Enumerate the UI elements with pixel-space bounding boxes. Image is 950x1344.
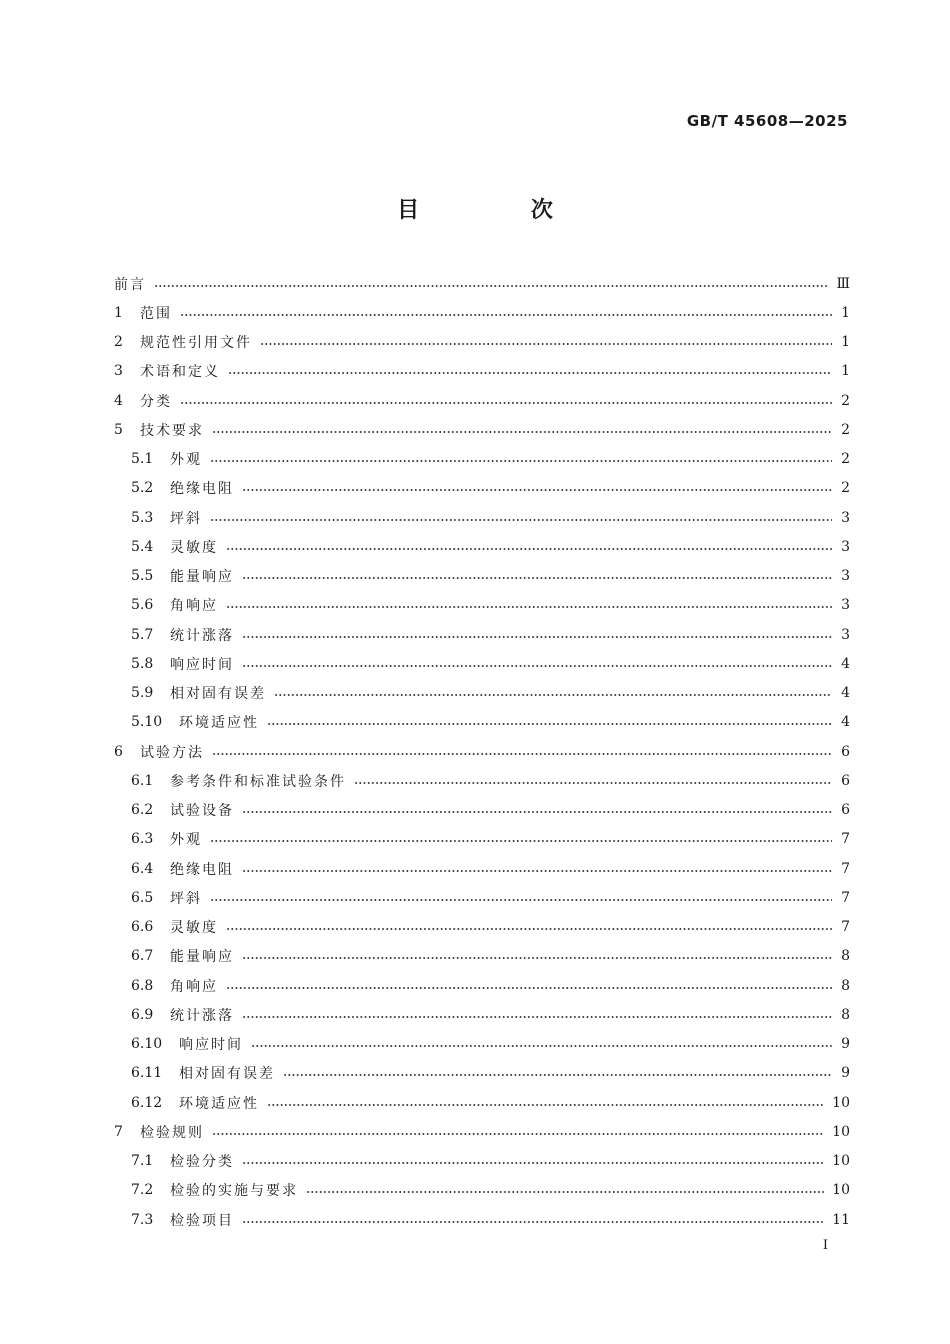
toc-entry-number: 3	[114, 363, 123, 380]
toc-entry-label: 坪斜	[170, 890, 202, 907]
toc-entry-number: 6	[114, 743, 123, 760]
toc-entry[interactable]	[114, 532, 850, 561]
dot-leader	[226, 928, 832, 930]
dot-leader	[242, 665, 832, 667]
toc-entry[interactable]	[114, 708, 850, 737]
toc-entry-label: 检验规则	[140, 1124, 204, 1141]
dot-leader	[212, 431, 832, 433]
dot-leader	[267, 723, 832, 725]
toc-entry-page: 3	[841, 538, 850, 555]
dot-leader	[242, 1016, 832, 1018]
toc-entry-label: 前言	[114, 276, 146, 293]
toc-entry-label: 灵敏度	[170, 539, 218, 556]
toc-entry[interactable]	[114, 679, 850, 708]
toc-entry-label: 试验设备	[170, 803, 234, 820]
toc-entry[interactable]	[114, 357, 850, 386]
toc-entry-page: 10	[832, 1182, 850, 1199]
toc-entry-page: 9	[841, 1036, 850, 1053]
dot-leader	[228, 372, 832, 374]
page-number: I	[822, 1238, 828, 1253]
toc-entry-label: 检验项目	[170, 1212, 234, 1229]
toc-entry[interactable]	[114, 1117, 850, 1146]
toc-entry-label: 统计涨落	[170, 627, 234, 644]
toc-entry[interactable]	[114, 942, 850, 971]
toc-entry-page: 10	[832, 1094, 850, 1111]
toc-entry-page: 1	[841, 334, 850, 351]
toc-entry-page: 10	[832, 1123, 850, 1140]
toc-entry-number: 6.2	[131, 802, 154, 819]
toc-entry-number: 5	[114, 421, 123, 438]
toc-entry-label: 角响应	[170, 598, 218, 615]
toc-entry[interactable]	[114, 415, 850, 444]
dot-leader	[210, 840, 832, 842]
toc-entry[interactable]	[114, 1030, 850, 1059]
dot-leader	[210, 519, 832, 521]
toc-entry[interactable]	[114, 766, 850, 795]
toc-entry-page: 11	[832, 1211, 850, 1228]
dot-leader	[267, 1104, 824, 1106]
toc-entry-label: 技术要求	[140, 422, 204, 439]
toc-entry-page: 4	[841, 714, 850, 731]
toc-entry[interactable]	[114, 1147, 850, 1176]
dot-leader	[242, 636, 832, 638]
toc-entry[interactable]	[114, 591, 850, 620]
toc-entry-number: 6.3	[131, 831, 154, 848]
toc-entry-page: 10	[832, 1153, 850, 1170]
toc-entry-number: 7.3	[131, 1211, 154, 1228]
toc-entry[interactable]	[114, 503, 850, 532]
dot-leader	[212, 753, 832, 755]
toc-entry-number: 5.9	[131, 685, 154, 702]
dot-leader	[226, 606, 832, 608]
standard-code: GB/T 45608—2025	[686, 112, 848, 130]
toc-entry-number: 7.1	[131, 1153, 154, 1170]
toc-entry-page: 6	[841, 802, 850, 819]
toc-entry[interactable]	[114, 445, 850, 474]
toc-entry[interactable]	[114, 269, 850, 298]
toc-entry-label: 能量响应	[170, 949, 234, 966]
dot-leader	[283, 1074, 832, 1076]
toc-entry-number: 6.1	[131, 772, 154, 789]
toc-entry-page: 2	[841, 392, 850, 409]
toc-entry-label: 坪斜	[170, 510, 202, 527]
toc-entry-page: 1	[841, 304, 850, 321]
toc-entry-label: 试验方法	[140, 744, 204, 761]
toc-entry-number: 6.4	[131, 860, 154, 877]
toc-entry-number: 6.6	[131, 919, 154, 936]
toc-entry[interactable]	[114, 1059, 850, 1088]
toc-entry[interactable]	[114, 796, 850, 825]
toc-entry-number: 5.1	[131, 451, 154, 468]
toc-entry-label: 外观	[170, 452, 202, 469]
toc-entry-page: 2	[841, 451, 850, 468]
dot-leader	[210, 899, 832, 901]
dot-leader	[251, 1045, 832, 1047]
toc-entry-number: 7.2	[131, 1182, 154, 1199]
toc-entry[interactable]	[114, 913, 850, 942]
toc-entry-page: 4	[841, 655, 850, 672]
toc-entry-label: 分类	[140, 393, 172, 410]
toc-entry-number: 6.7	[131, 948, 154, 965]
toc-entry-page: 4	[841, 685, 850, 702]
toc-entry-page: 3	[841, 509, 850, 526]
page-title: 目 次	[397, 198, 605, 223]
toc-entry-page: Ⅲ	[836, 275, 850, 292]
toc-entry[interactable]	[114, 386, 850, 415]
toc-entry-page: 2	[841, 480, 850, 497]
toc-entry-label: 规范性引用文件	[140, 335, 252, 352]
toc-entry-page: 8	[841, 948, 850, 965]
dot-leader	[180, 402, 832, 404]
toc-entry-number: 7	[114, 1123, 123, 1140]
toc-entry-label: 灵敏度	[170, 920, 218, 937]
dot-leader	[154, 285, 828, 287]
toc-entry[interactable]	[114, 971, 850, 1000]
toc-entry-page: 2	[841, 421, 850, 438]
toc-entry-label: 响应时间	[170, 656, 234, 673]
toc-entry-number: 6.12	[131, 1094, 163, 1111]
toc-entry-label: 外观	[170, 832, 202, 849]
dot-leader	[260, 343, 832, 345]
toc-entry[interactable]	[114, 825, 850, 854]
toc-entry-number: 5.7	[131, 626, 154, 643]
toc-entry[interactable]	[114, 298, 850, 327]
dot-leader	[242, 1221, 824, 1223]
dot-leader	[226, 987, 832, 989]
toc-entry-label: 能量响应	[170, 569, 234, 586]
toc-entry[interactable]	[114, 854, 850, 883]
dot-leader	[354, 782, 832, 784]
toc-entry-number: 1	[114, 304, 123, 321]
toc-entry-label: 环境适应性	[179, 1095, 259, 1112]
toc-entry-page: 6	[841, 772, 850, 789]
toc-entry-page: 7	[841, 919, 850, 936]
toc-entry[interactable]	[114, 562, 850, 591]
toc-entry[interactable]	[114, 1000, 850, 1029]
toc-entry-label: 相对固有误差	[170, 686, 266, 703]
toc-entry-page: 8	[841, 1006, 850, 1023]
toc-entry-label: 绝缘电阻	[170, 861, 234, 878]
dot-leader	[242, 811, 832, 813]
toc-entry[interactable]	[114, 1205, 850, 1234]
toc-entry-page: 8	[841, 977, 850, 994]
dot-leader	[226, 548, 832, 550]
dot-leader	[212, 1133, 824, 1135]
toc-entry[interactable]	[114, 649, 850, 678]
toc-entry-number: 5.3	[131, 509, 154, 526]
toc-entry[interactable]	[114, 1088, 850, 1117]
toc-entry-label: 响应时间	[179, 1037, 243, 1054]
dot-leader	[242, 870, 832, 872]
toc-entry-number: 4	[114, 392, 123, 409]
table-of-contents	[114, 269, 850, 1234]
toc-entry[interactable]	[114, 620, 850, 649]
toc-entry-label: 相对固有误差	[179, 1066, 275, 1083]
toc-entry-label: 环境适应性	[179, 715, 259, 732]
dot-leader	[306, 1191, 824, 1193]
toc-entry[interactable]	[114, 1176, 850, 1205]
dot-leader	[210, 460, 832, 462]
toc-entry[interactable]	[114, 474, 850, 503]
toc-entry[interactable]	[114, 328, 850, 357]
toc-entry-number: 2	[114, 334, 123, 351]
toc-entry-page: 6	[841, 743, 850, 760]
toc-entry-label: 检验分类	[170, 1154, 234, 1171]
toc-entry-number: 6.10	[131, 1036, 163, 1053]
toc-entry-number: 5.6	[131, 597, 154, 614]
toc-entry-page: 9	[841, 1065, 850, 1082]
toc-entry-label: 范围	[140, 305, 172, 322]
toc-entry-number: 6.8	[131, 977, 154, 994]
toc-entry-label: 参考条件和标准试验条件	[170, 773, 346, 790]
toc-entry-number: 5.2	[131, 480, 154, 497]
toc-entry-number: 6.5	[131, 889, 154, 906]
dot-leader	[180, 314, 832, 316]
dot-leader	[242, 957, 832, 959]
dot-leader	[242, 577, 832, 579]
toc-entry[interactable]	[114, 737, 850, 766]
toc-entry-page: 7	[841, 860, 850, 877]
toc-entry-label: 绝缘电阻	[170, 481, 234, 498]
toc-entry-page: 3	[841, 626, 850, 643]
toc-entry-label: 检验的实施与要求	[170, 1183, 298, 1200]
toc-entry-number: 5.10	[131, 714, 163, 731]
toc-entry-number: 5.5	[131, 568, 154, 585]
dot-leader	[242, 489, 832, 491]
dot-leader	[242, 1162, 824, 1164]
toc-entry[interactable]	[114, 883, 850, 912]
toc-entry-page: 1	[841, 363, 850, 380]
toc-entry-label: 角响应	[170, 978, 218, 995]
toc-entry-page: 7	[841, 831, 850, 848]
toc-entry-label: 术语和定义	[140, 364, 220, 381]
toc-entry-page: 3	[841, 597, 850, 614]
toc-entry-number: 5.4	[131, 538, 154, 555]
toc-entry-number: 6.9	[131, 1006, 154, 1023]
toc-entry-number: 6.11	[131, 1065, 163, 1082]
toc-entry-page: 7	[841, 889, 850, 906]
toc-entry-page: 3	[841, 568, 850, 585]
dot-leader	[274, 694, 832, 696]
toc-entry-number: 5.8	[131, 655, 154, 672]
toc-entry-label: 统计涨落	[170, 1007, 234, 1024]
